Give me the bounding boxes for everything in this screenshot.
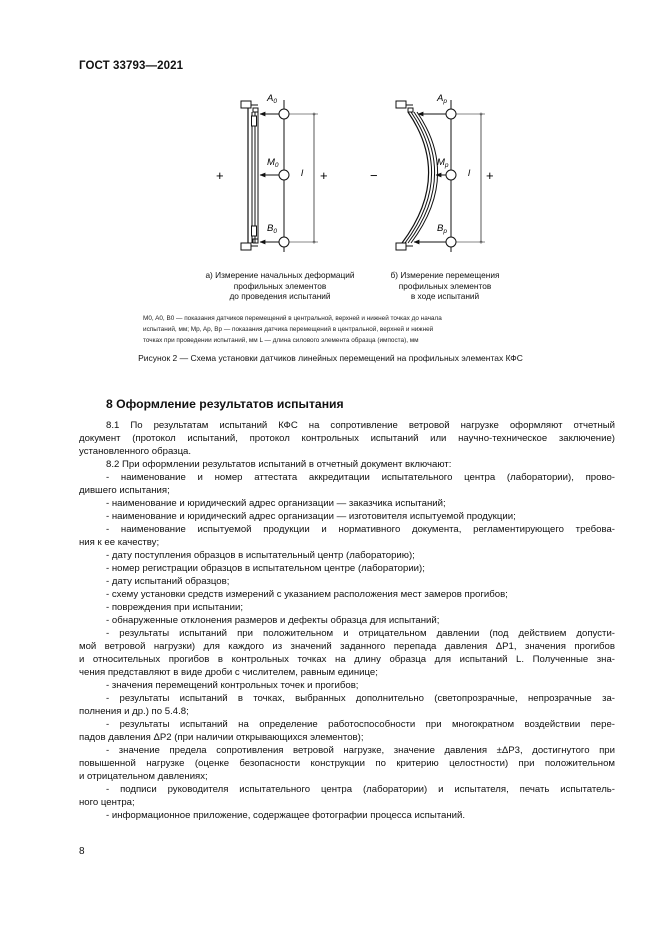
top-bracket: [241, 101, 251, 108]
label-mp: $M_p$: [437, 157, 449, 169]
figure-legend: M0, A0, B0 — показания датчиков перемещений в центральной, верхней и нижней точках до начала испытаний, мм; Mp, Ap, Bp — показания датчика перемещений в центральной, верхней и нижней точках при проведении испытаний, мм L — длина силового элемента образца (импоста), мм: [143, 315, 442, 344]
section-title: 8 Оформление результатов испытания: [106, 397, 344, 411]
body-line: повышенной нагрузке (оценке безопасности конструкции по критерию целостности) при положительном: [79, 758, 615, 770]
body-line: ния к ее качеству;: [79, 537, 160, 549]
dimension-label-a: l: [301, 168, 304, 179]
curved-profile-element: [402, 112, 429, 243]
body-line: 8.1 По результатам испытаний КФС на сопротивление ветровой нагрузке оформляют отчетный: [106, 420, 615, 431]
sensor-ap: [446, 109, 456, 119]
body-line: - наименование и номер аттестата аккредитации испытательного центра (лаборатории), прово-: [106, 472, 615, 484]
sensor-mp: [446, 170, 456, 180]
caption-a: а) Измерение начальных деформаций профильных элементов до проведения испытаний: [205, 270, 355, 302]
body-line: - дату испытаний образцов;: [106, 576, 230, 588]
sensor-b0: [279, 237, 289, 247]
sensor-a0: [279, 109, 289, 119]
page-number: 8: [79, 846, 85, 857]
document-code: ГОСТ 33793—2021: [79, 60, 184, 72]
body-line: - схему установки средств измерений с указанием расположения мест замеров прогибов;: [106, 589, 508, 601]
body-line: - наименование и юридический адрес организации — изготовителя испытуемой продукции;: [106, 511, 516, 523]
body-line: - значение предела сопротивления ветровой нагрузке, значение давления ±ΔP3, достигнутого при: [106, 745, 615, 757]
section-body: [79, 419, 615, 822]
body-line: и отрицательном давлениях;: [79, 771, 208, 783]
caption-b: б) Измерение перемещения профильных элементов в ходе испытаний: [390, 270, 500, 302]
body-line: чения представляют в виде дроби с числителем, равным единице;: [79, 667, 378, 679]
label-b0: $B_0$: [267, 223, 277, 235]
body-line: дившего испытания;: [79, 485, 170, 497]
body-line: падов давления ΔP2 (при наличии открывающихся элементов);: [79, 732, 364, 744]
dimension-label-b: l: [468, 168, 471, 179]
top-clamp: [253, 108, 258, 112]
body-line: - номер регистрации образцов в испытательном центре (лаборатории);: [106, 563, 425, 575]
sensor-bp: [446, 237, 456, 247]
body-line: - значения перемещений контрольных точек и прогибов;: [106, 680, 359, 692]
body-line: - результаты испытаний на определение работоспособности при многократном воздействии пере-: [106, 719, 615, 731]
sensor-m0: [279, 170, 289, 180]
sign-right-outer: −: [370, 168, 378, 183]
body-line: и относительных прогибов в контрольных точках на длину образца для испытаний L. Полученные зна-: [79, 654, 615, 666]
body-line: мой ветровой нагрузки) для каждого из значений заданного перепада давления ΔP1, значения прогибов: [79, 641, 615, 653]
label-m0: $M_0$: [267, 157, 279, 169]
sensor-scheme-figure: [0, 0, 661, 300]
label-a0: $A_0$: [267, 93, 277, 105]
body-line: - информационное приложение, содержащее фотографии процесса испытаний.: [106, 810, 466, 822]
body-line: полнения и др.) по 5.4.8;: [79, 706, 189, 718]
body-line: - повреждения при испытании;: [106, 602, 244, 614]
body-line: 8.2 При оформлении результатов испытаний в отчетный документ включают:: [106, 459, 452, 471]
body-line: - результаты испытаний при положительном и отрицательном давлении (под действием допусти-: [106, 628, 615, 640]
panel-a-initial: [241, 100, 318, 252]
label-bp: $B_p$: [437, 223, 447, 235]
body-line: документ (протокол испытаний, протокол контрольных испытаний или научно-техническое заключение): [79, 433, 615, 445]
body-line: - обнаруженные отклонения размеров и дефекты образца для испытаний;: [106, 615, 440, 627]
body-line: - дату поступления образцов в испытательный центр (лабораторию);: [106, 550, 415, 562]
sign-left-inner: +: [320, 168, 328, 183]
sign-left-outer: +: [216, 168, 224, 183]
body-line: ного центра;: [79, 797, 135, 809]
bottom-bracket: [241, 243, 251, 250]
sign-right-inner: +: [486, 168, 494, 183]
body-line: - результаты испытаний в точках, выбранных дополнительно (светопрозрачные, непрозрачные за-: [106, 693, 615, 705]
body-line: - наименование и юридический адрес организации — заказчика испытаний;: [106, 498, 446, 510]
body-line: установленного образца.: [79, 446, 192, 458]
label-ap: $A_p$: [437, 93, 447, 105]
figure-title: Рисунок 2 — Схема установки датчиков линейных перемещений на профильных элементах КФС: [138, 353, 523, 363]
body-line: - наименование испытуемой продукции и нормативного документа, регламентирующего требова-: [106, 524, 615, 536]
body-line: - подписи руководителя испытательного центра (лаборатории) и испытателя, печать испытатель-: [106, 784, 615, 796]
